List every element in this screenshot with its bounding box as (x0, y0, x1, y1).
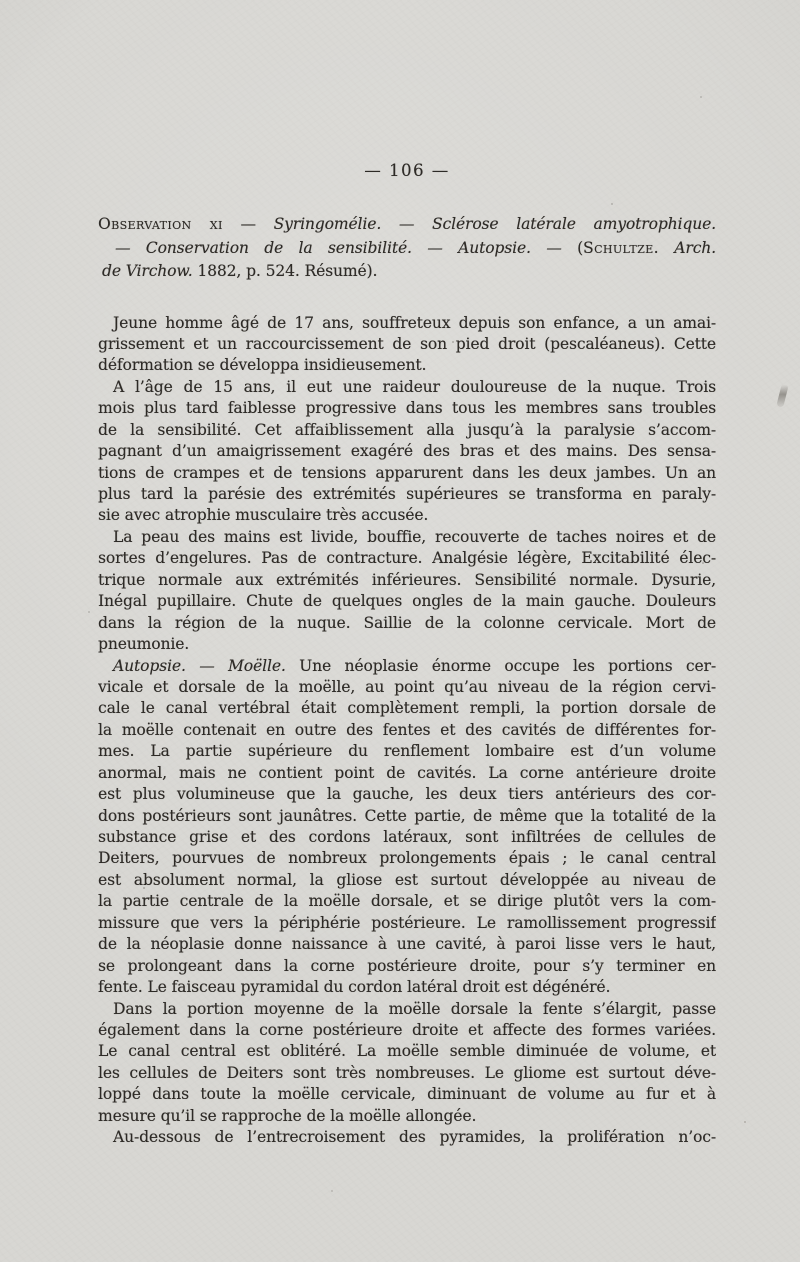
text-segment: Observation xi (98, 215, 223, 233)
text-segment: cale le canal vertébral était complètement rempli, la portion dorsale de (98, 699, 716, 718)
text-line (98, 1084, 716, 1105)
text-line (98, 720, 716, 741)
text-segment: La peau des mains est livide, bouffie, recouverte de taches noires et de (113, 527, 716, 546)
text-segment: ( (577, 238, 584, 257)
text-line (98, 763, 716, 784)
text-segment: pneumonie. (98, 635, 190, 654)
text-segment: Arch. (658, 238, 716, 257)
text-segment: est plus volumineuse que la gauche, les deux tiers antérieurs des cor- (98, 785, 716, 804)
text-line (98, 548, 716, 569)
text-line (98, 591, 716, 612)
text-line (98, 570, 716, 591)
text-segment: — Conservation de la sensibilité. — Autopsie. — (115, 238, 578, 257)
paragraph (98, 313, 716, 377)
text-line (98, 848, 716, 869)
observation-heading (98, 213, 716, 284)
text-line (98, 698, 716, 719)
text-segment: la moëlle contenait en outre des fentes et des cavités de différentes for- (98, 720, 716, 739)
paragraph (98, 656, 716, 999)
text-line (98, 827, 716, 848)
text-line (98, 1020, 716, 1041)
paragraph (98, 1127, 716, 1148)
text-segment: de Virchow. (102, 262, 193, 280)
paragraph (98, 377, 716, 527)
text-line (98, 377, 716, 398)
text-segment: est absolument normal, la gliose est surtout développée au niveau de (98, 870, 716, 889)
text-segment: sortes d’engelures. Pas de contracture. Analgésie légère, Excitabilité élec- (98, 549, 716, 568)
scan-artifact (776, 383, 788, 407)
text-line (98, 806, 716, 827)
text-segment: tions de crampes et de tensions apparurent dans les deux jambes. Un an (98, 463, 716, 482)
text-segment: — (222, 215, 274, 233)
text-segment: Dans la portion moyenne de la moëlle dorsale la fente s’élargit, passe (113, 999, 716, 1018)
text-line (98, 891, 716, 912)
text-line (98, 441, 716, 462)
text-segment: de la néoplasie donne naissance à une cavité, à paroi lisse vers le haut, (98, 935, 716, 954)
text-line (98, 237, 716, 261)
text-segment: 1882, p. 524. Résumé). (192, 262, 378, 280)
text-segment: également dans la corne postérieure droite et affecte des formes variées. (98, 1020, 716, 1039)
text-segment: déformation se développa insidieusement. (98, 356, 427, 375)
text-line (98, 463, 716, 484)
text-segment: fente. Le faisceau pyramidal du cordon latéral droit est dégénéré. (98, 978, 611, 997)
text-segment: Au-dessous de l’entrecroisement des pyramides, la prolifération n’oc- (113, 1128, 716, 1147)
text-segment: missure que vers la périphérie postérieure. Le ramollissement progressif (98, 913, 716, 932)
text-segment: substance grise et des cordons latéraux, sont infiltrées de cellules de (98, 828, 716, 846)
text-line (98, 355, 716, 376)
text-line (98, 213, 716, 237)
text-line (98, 784, 716, 805)
text-segment: mes. La partie supérieure du renflement lombaire est d’un volume (98, 742, 716, 761)
text-line (98, 977, 716, 998)
text-line (98, 527, 716, 548)
text-line (98, 913, 716, 934)
text-line (98, 420, 716, 441)
text-segment: vicale et dorsale de la moëlle, au point qu’au niveau de la région cervi- (98, 677, 716, 696)
text-line (98, 1127, 716, 1148)
text-line (98, 677, 716, 698)
text-line (98, 398, 716, 419)
text-segment: les cellules de Deiters sont très nombreuses. Le gliome est surtout déve- (98, 1063, 716, 1082)
text-line (98, 1106, 716, 1127)
text-line (98, 260, 716, 284)
text-segment: Autopsie. — Moëlle. (113, 656, 286, 675)
scan-specks (0, 0, 2, 2)
body-text (98, 313, 716, 1149)
text-segment: Une néoplasie énorme occupe les portions cer- (285, 656, 716, 675)
text-segment: Le canal central est oblitéré. La moëlle semble diminuée de volume, et (98, 1042, 716, 1061)
text-segment: Inégal pupillaire. Chute de quelques ongles de la main gauche. Douleurs (98, 592, 716, 611)
text-line (98, 1041, 716, 1062)
text-line (98, 999, 716, 1020)
text-line (98, 956, 716, 977)
text-line (98, 934, 716, 955)
text-segment: loppé dans toute la moëlle cervicale, diminuant de volume au fur et à (98, 1085, 716, 1104)
text-line (98, 870, 716, 891)
text-segment: Syringomélie. — Sclérose latérale amyotrophique. (273, 215, 716, 233)
text-line (98, 634, 716, 655)
text-line (98, 741, 716, 762)
text-line (98, 613, 716, 634)
text-segment: dans la région de la nuque. Saillie de la colonne cervicale. Mort de (98, 613, 716, 632)
text-line (98, 1063, 716, 1084)
page-number: — 106 — (364, 161, 450, 180)
text-segment: Jeune homme âgé de 17 ans, souffreteux depuis son enfance, a un amai- (113, 313, 716, 332)
text-segment: dons postérieurs sont jaunâtres. Cette partie, de même que la totalité de la (98, 806, 716, 825)
text-line (98, 656, 716, 677)
text-segment: plus tard la parésie des extrémités supérieures se transforma en paraly- (98, 485, 716, 503)
text-segment: pagnant d’un amaigrissement exagéré des bras et des mains. Des sensa- (98, 442, 716, 461)
text-line (98, 505, 716, 526)
text-line (98, 484, 716, 505)
text-segment: de la sensibilité. Cet affaiblissement alla jusqu’à la paralysie s’accom- (98, 420, 716, 439)
text-segment: se prolongeant dans la corne postérieure droite, pour s’y terminer en (98, 956, 716, 975)
text-segment: Schultze. (583, 238, 659, 257)
paragraph (98, 527, 716, 656)
text-segment: grissement et un raccourcissement de son pied droit (pescaléaneus). Cette (98, 334, 716, 353)
text-segment: trique normale aux extrémités inférieures. Sensibilité normale. Dysurie, (98, 570, 716, 589)
text-segment: anormal, mais ne contient point de cavités. La corne antérieure droite (98, 763, 716, 782)
text-segment: mois plus tard faiblesse progressive dans tous les membres sans troubles (98, 399, 716, 418)
paragraph (98, 999, 716, 1128)
text-line (98, 334, 716, 355)
text-segment: A l’âge de 15 ans, il eut une raideur douloureuse de la nuque. Trois (113, 377, 716, 396)
text-line (98, 313, 716, 334)
text-segment: la partie centrale de la moëlle dorsale, et se dirige plutôt vers la com- (98, 892, 716, 911)
text-segment: sie avec atrophie musculaire très accusée. (98, 506, 429, 525)
text-segment: mesure qu’il se rapproche de la moëlle allongée. (98, 1106, 477, 1125)
text-segment: Deiters, pourvues de nombreux prolongements épais ; le canal central (98, 849, 716, 868)
text-block (98, 0, 716, 1149)
